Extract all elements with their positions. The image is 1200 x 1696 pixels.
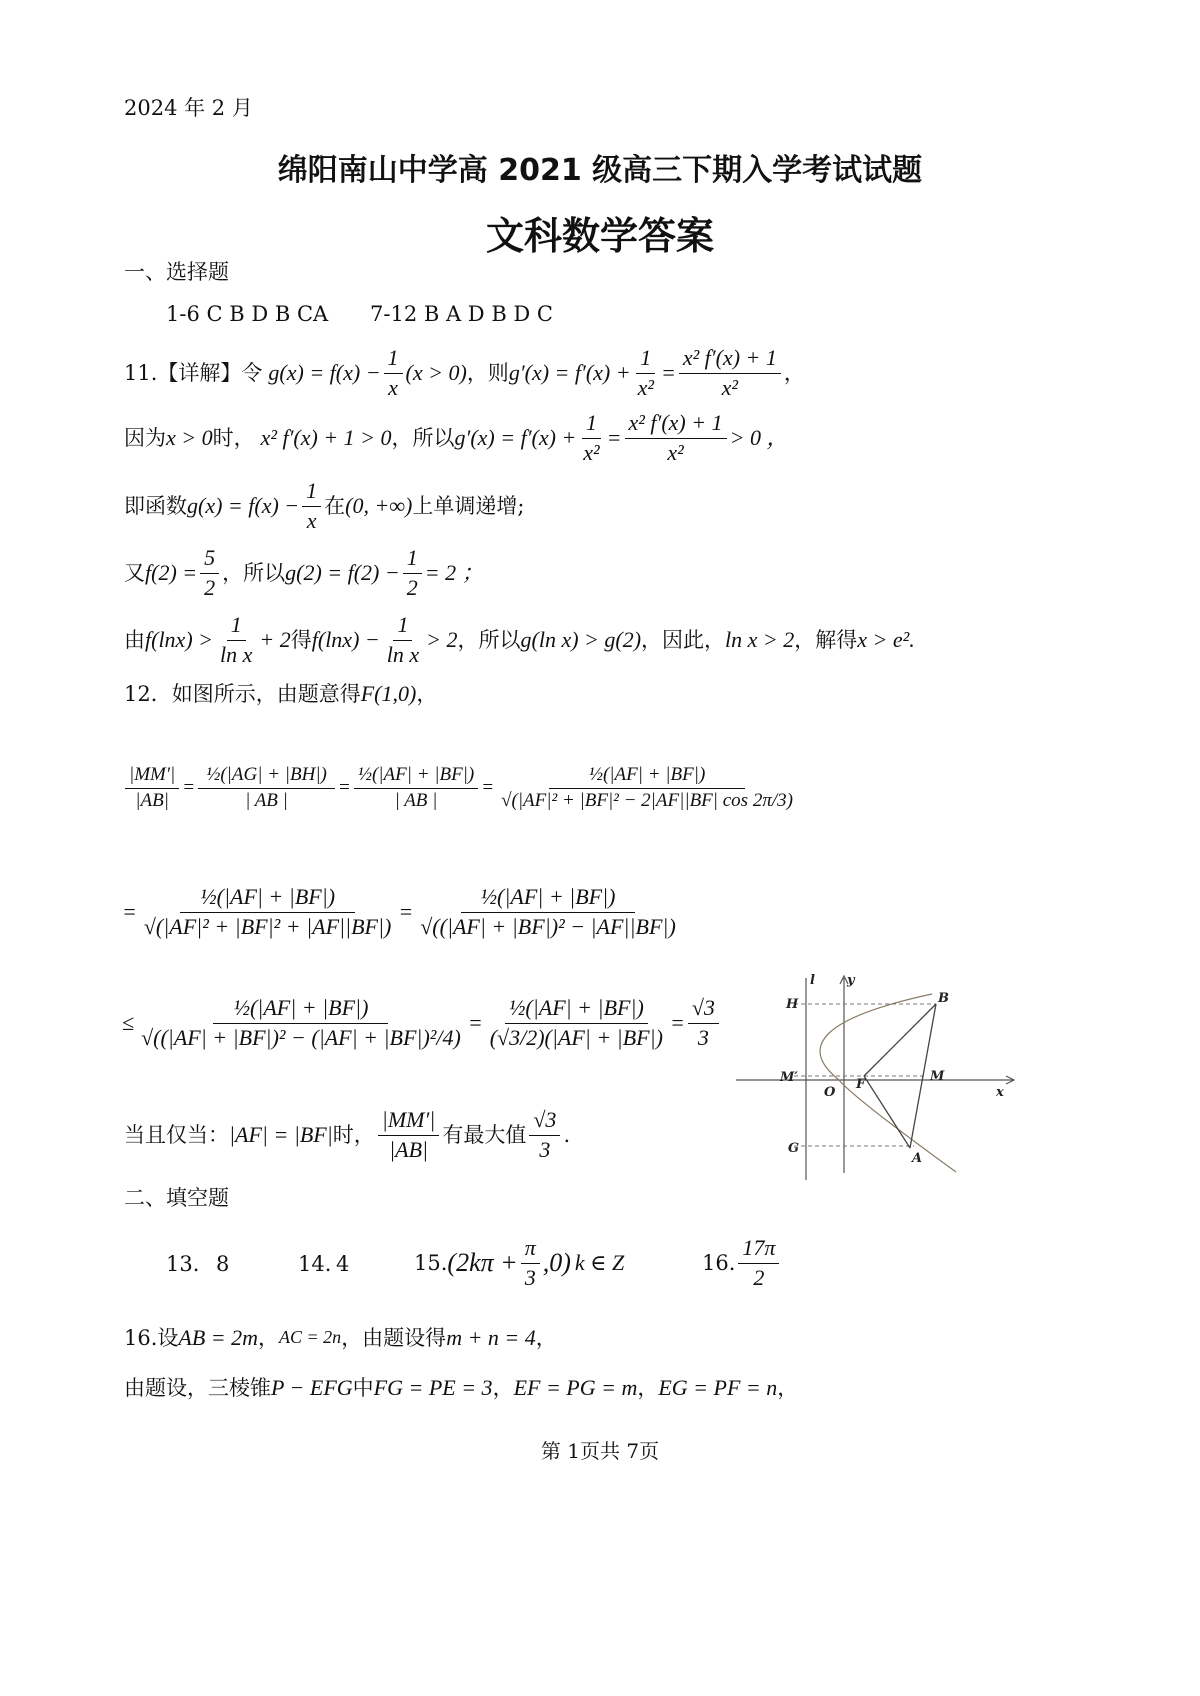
- label-M: M: [930, 1069, 945, 1084]
- q16-l2-a: 由题设，三棱锥: [124, 1375, 271, 1400]
- q12-r2-t1: $\frac{\text{½(|AF| + |BF|)}}{\text{√(|AF|² + |BF|² + |AF||BF|)}}$: [143, 884, 392, 939]
- q11-deriv: g′(x) = f′(x) +: [508, 359, 631, 385]
- label-y: y: [847, 973, 855, 988]
- answers-7-12: 7-12 B A D B D C: [370, 302, 554, 326]
- q16-l2-f: EF = PG = m: [513, 1375, 638, 1400]
- q16-l1-f: m + n = 4: [446, 1325, 536, 1350]
- q16-l2-e: ，: [492, 1375, 514, 1400]
- q11-l3-c: 在: [324, 493, 346, 518]
- q11-l5-k: ，解得: [794, 627, 858, 652]
- q16-l2-i: ，: [777, 1375, 799, 1400]
- q12-intro: [124, 682, 437, 706]
- q11-l2-frac2: $\frac{\text{x² f′(x) + 1}}{\text{x²}}$: [625, 411, 727, 464]
- q12-r3-t3: $\frac{√3}{3}$: [688, 996, 719, 1049]
- q11-l5-b: f(lnx) >: [145, 626, 213, 652]
- a13-value: 8: [216, 1252, 230, 1276]
- section1-heading: 一、选择题: [124, 260, 229, 284]
- q11-end1: ，: [783, 360, 805, 385]
- q11-l2-f: g′(x) = f′(x) +: [454, 424, 577, 450]
- section2-heading: 二、填空题: [124, 1186, 229, 1210]
- page-title: 绵阳南山中学高 2021 级高三下期入学考试试题: [277, 153, 923, 188]
- q12-r3-eq2: =: [670, 1009, 685, 1035]
- label-O: O: [824, 1085, 836, 1100]
- q11-l5-h: g(ln x) > g(2): [520, 626, 642, 652]
- q11-line3: [124, 478, 524, 534]
- a15-close: ,0): [542, 1247, 571, 1277]
- q12-conclusion: [124, 1100, 570, 1170]
- q11-l3-d: (0, +∞): [345, 492, 413, 518]
- q16-l1-g: ，: [535, 1325, 557, 1350]
- q11-l3-frac: $\frac{1}{x}$: [302, 479, 321, 532]
- q11-l4-c: ，所以: [222, 560, 286, 585]
- q16-l2-b: P − EFG: [271, 1375, 353, 1400]
- a15-frac: $\frac{\pi}{3}$: [521, 1236, 540, 1289]
- q11-l2-end: > 0 ，: [729, 424, 789, 450]
- q16-l1-b: AB = 2m: [178, 1325, 259, 1350]
- a15-label: 15.: [414, 1250, 448, 1275]
- fill-in-answers: [166, 1230, 866, 1300]
- q12-r1-eq2: =: [337, 776, 351, 798]
- q11-l5-g: ，所以: [457, 627, 521, 652]
- q12-conc-frac2: $\frac{√3}{3}$: [529, 1108, 560, 1161]
- q11-line4: [124, 545, 484, 601]
- q12-intro-c: ，: [416, 681, 438, 706]
- q12-r1-lhs: $\frac{|MM'|}{|AB|}$: [125, 765, 179, 812]
- q12-conc-c: 时，: [332, 1122, 375, 1147]
- q11-l5-i: ，因此，: [641, 627, 726, 652]
- q11-l5-frac1: $\frac{1}{\text{ln x}}$: [220, 612, 253, 667]
- q11-l2-e: ，所以: [391, 425, 455, 450]
- segment-FA: [864, 1076, 910, 1148]
- q11-l2-a: 因为: [124, 425, 166, 450]
- q12-r3-t1: $\frac{\text{½(|AF| + |BF|)}}{\text{√((|AF| + |BF|)² − (|AF| + |BF|)²/4)}}$: [141, 995, 461, 1050]
- q11-l3-a: 即函数: [124, 493, 187, 518]
- q11-cond: (x > 0): [405, 359, 467, 385]
- q11-line1: [124, 345, 805, 401]
- q11-l5-l: x > e².: [857, 626, 915, 652]
- q12-r1-t2: $\frac{\text{½(|AF| + |BF|)}}{| AB |}$: [354, 765, 479, 812]
- a16: [702, 1230, 782, 1296]
- label-B: B: [938, 991, 949, 1006]
- a15: [414, 1230, 624, 1296]
- q11-l4-b: f(2) =: [145, 559, 198, 585]
- q11-frac1: $\frac{1}{x}$: [384, 346, 403, 399]
- q12-row3: [122, 968, 722, 1078]
- page-number: 第 1页共 7页: [540, 1439, 660, 1463]
- q12-r2-t2: $\frac{\text{½(|AF| + |BF|)}}{\text{√((|AF| + |BF|)² − |AF||BF|)}}$: [420, 884, 676, 939]
- q12-conc-e: .: [563, 1122, 571, 1147]
- label-G: G: [788, 1141, 800, 1156]
- label-M-prime: M′: [780, 1070, 798, 1085]
- q11-l5-a: 由: [124, 627, 145, 652]
- q11-l5-e: f(lnx) −: [311, 626, 380, 652]
- a13-label: 13.: [166, 1252, 200, 1276]
- q11-l5-j: ln x > 2: [725, 626, 795, 652]
- q11-l3-e: 上单调递增;: [412, 493, 525, 518]
- q11-prefix: 11.【详解】令: [124, 360, 263, 385]
- q12-row2: [122, 862, 683, 962]
- q16-l2-g: ，: [637, 1375, 659, 1400]
- q11-line2: [124, 410, 788, 466]
- q16-l2-c: 中: [352, 1375, 374, 1400]
- a14-label: 14.: [298, 1252, 332, 1276]
- q11-then: ，则: [466, 360, 509, 385]
- q12-r2-eq1: =: [122, 898, 137, 924]
- q12-r3-le: ≤: [122, 1009, 135, 1035]
- label-A: A: [912, 1151, 923, 1166]
- q11-l4-frac1: $\frac{5}{2}$: [200, 546, 219, 599]
- q11-l5-d: 得: [290, 627, 312, 652]
- label-l: l: [810, 973, 815, 988]
- q12-conc-d: 有最大值: [442, 1122, 527, 1147]
- q11-l2-d: x² f′(x) + 1 > 0: [260, 424, 392, 450]
- label-F: F: [856, 1077, 866, 1092]
- q11-l5-frac2: $\frac{1}{\text{ln x}}$: [386, 612, 420, 667]
- q11-eq: =: [660, 359, 676, 385]
- parabola-figure: [734, 968, 1024, 1183]
- q12-r1-eq1: =: [182, 776, 196, 798]
- q11-l2-b: x > 0: [166, 424, 213, 450]
- a16-label: 16.: [702, 1250, 736, 1275]
- label-x: x: [996, 1085, 1004, 1100]
- q11-l2-c: 时，: [212, 425, 255, 450]
- q11-l5-f: > 2: [426, 626, 458, 652]
- q12-r1-t3: $\frac{\text{½(|AF| + |BF|)}}{\text{√(|AF|² + |BF|² − 2|AF||BF| cos 2π/3)}}$: [501, 763, 793, 811]
- q11-frac3: $\frac{\text{x² f′(x) + 1}}{\text{x²}}$: [679, 346, 781, 399]
- q12-conc-b: |AF| = |BF|: [229, 1121, 333, 1147]
- page-subtitle: 文科数学答案: [485, 214, 714, 258]
- q11-l3-b: g(x) = f(x) −: [187, 492, 300, 518]
- q12-r1-eq3: =: [481, 776, 495, 798]
- q12-r3-eq1: =: [467, 1009, 483, 1035]
- q16-l2-h: EG = PF = n: [658, 1375, 778, 1400]
- q11-l4-d: g(2) = f(2) −: [285, 559, 400, 585]
- q12-r1-t1: $\frac{\text{½(|AG| + |BH|)}}{| AB |}$: [198, 765, 335, 812]
- a15-set: k ∈ Z: [574, 1249, 625, 1275]
- q16-line2: [124, 1376, 798, 1400]
- q11-l2-frac1: $\frac{1}{\text{x²}}$: [583, 410, 600, 465]
- exam-date: 2024 年 2 月: [124, 96, 253, 120]
- a15-open: (2kπ +: [447, 1247, 518, 1277]
- q12-row1: [122, 738, 800, 838]
- q11-l2-eq: =: [606, 424, 622, 450]
- q11-l5-c: + 2: [259, 626, 291, 652]
- q16-l1-c: ，: [258, 1325, 280, 1350]
- a16-frac: $\frac{17\pi}{2}$: [738, 1236, 779, 1289]
- q11-l4-frac2: $\frac{1}{2}$: [403, 546, 422, 599]
- answers-1-6: 1-6 C B D B CA: [166, 302, 329, 326]
- q16-l1-d: AC = 2n: [279, 1327, 342, 1348]
- a14-value: 4: [336, 1252, 350, 1276]
- q16-l1-e: ，由题设得: [341, 1325, 447, 1350]
- q12-conc-frac1: $\frac{|MM'|}{|AB|}$: [378, 1108, 440, 1161]
- q11-l4-a: 又: [124, 560, 145, 585]
- label-H: H: [786, 997, 799, 1012]
- q16-l2-d: FG = PE = 3: [373, 1375, 493, 1400]
- q12-conc-a: 当且仅当：: [124, 1122, 229, 1147]
- q11-def: g(x) = f(x) −: [268, 359, 381, 385]
- q12-r3-t2: $\frac{\text{½(|AF| + |BF|)}}{(√3/2)(|AF| + |BF|)}$: [489, 995, 663, 1050]
- q16-line1: [124, 1326, 557, 1350]
- q12-intro-a: 12．如图所示，由题意得: [124, 681, 361, 706]
- q11-l4-e: = 2 ；: [424, 559, 484, 585]
- q12-r2-eq2: =: [398, 898, 414, 924]
- q12-intro-b: F(1,0): [360, 681, 417, 706]
- q16-l1-a: 16.设: [124, 1325, 179, 1350]
- q11-line5: [124, 612, 915, 668]
- q11-frac2: $\frac{1}{\text{x²}}$: [637, 345, 654, 400]
